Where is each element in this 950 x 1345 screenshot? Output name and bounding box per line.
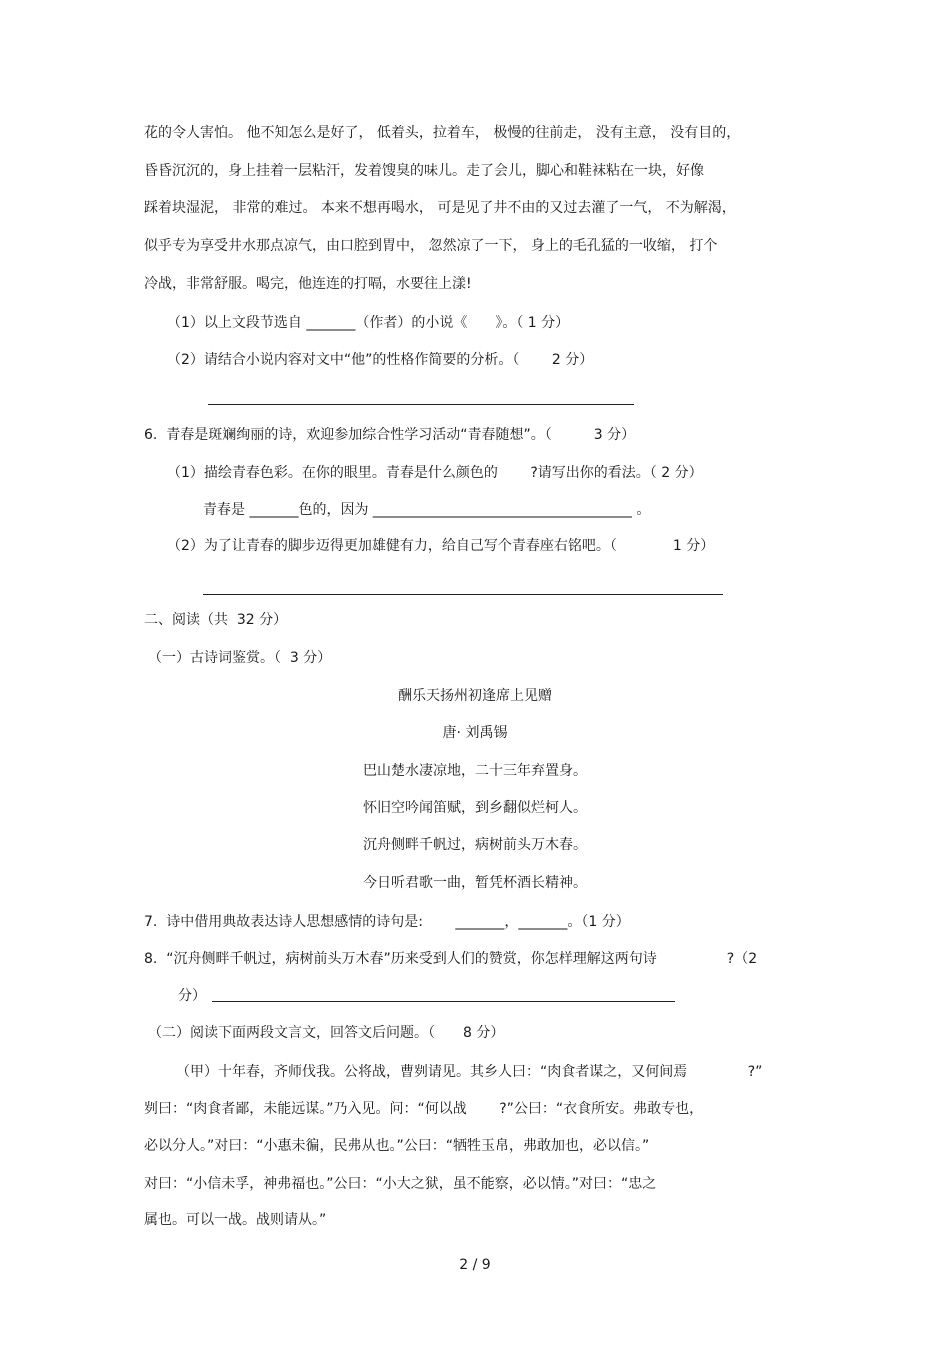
page-number: 2 / 9: [459, 1257, 491, 1273]
passage-line-4: 似乎专为享受井水那点凉气，由口腔到胃中， 忽然凉了一下， 身上的毛孔猛的一收缩， 打个: [144, 238, 718, 254]
classical-text-line-2: 刿曰：“肉食者鄙，未能远谋。”乃入见。问：“何以战 ?”公曰：“衣食所安。弗敢专也，: [144, 1101, 704, 1117]
poem-line: 今日听君歌一曲，暂凭杯酒长精神。: [363, 875, 587, 891]
passage-line-5: 冷战，非常舒服。喝完，他连连的打嗝，水要往上漾!: [144, 276, 472, 292]
question-6-stem: 6. 青春是斑斓绚丽的诗，欢迎参加综合性学习活动“青春随想”。（ 3 分）: [144, 427, 636, 443]
poem-line: 巴山楚水凄凉地，二十三年弃置身。: [363, 763, 587, 779]
answer-line-q5[interactable]: [208, 404, 634, 405]
question-6-part-2: （2）为了让青春的脚步迈得更加雄健有力，给自己写个青春座右铭吧。（ 1 分）: [167, 538, 715, 554]
passage-line-1: 花的令人害怕。 他不知怎么是好了， 低着头，拉着车， 极慢的往前走， 没有主意， 没有目的，: [144, 125, 741, 141]
classical-chinese-heading: （二）阅读下面两段文言文，回答文后问题。（ 8 分）: [148, 1025, 505, 1041]
poetry-appreciation-heading: （一）古诗词鉴赏。（ 3 分）: [148, 650, 332, 666]
poem-author: 唐· 刘禹锡: [442, 725, 508, 741]
poem-line: 沉舟侧畔千帆过，病树前头万木春。: [363, 837, 587, 853]
question-7: 7. 诗中借用典故表达诗人思想感情的诗句是: _______，_______。（1 分）: [144, 914, 630, 930]
answer-line-q8[interactable]: [212, 1001, 675, 1002]
question-8-line-2: 分）: [178, 988, 206, 1004]
question-8-line-1: 8. “沉舟侧畔千帆过，病树前头万木春”历来受到人们的赞赏，你怎样理解这两句诗 ?（2: [144, 951, 758, 967]
question-6-answer-1: 青春是 _______色的，因为 _____________________________________ 。: [203, 502, 651, 518]
poem-title: 酬乐天扬州初逢席上见赠: [398, 688, 552, 704]
classical-text-line-5: 属也。可以一战。战则请从。”: [144, 1212, 327, 1228]
classical-text-line-4: 对曰：“小信未孚，神弗福也。”公曰：“小大之狱，虽不能察，必以情。”对曰：“忠之: [144, 1176, 657, 1192]
classical-text-line-1: （甲）十年春，齐师伐我。公将战，曹刿请见。其乡人曰：“肉食者谋之，又何间焉 ?”: [176, 1064, 763, 1080]
passage-line-3: 踩着块湿泥， 非常的难过。 本来不想再喝水， 可是见了井不由的又过去灌了一气， 不为解渴，: [144, 200, 736, 216]
question-5-part-2: （2）请结合小说内容对文中“他”的性格作简要的分析。（ 2 分）: [167, 352, 594, 368]
poem-line: 怀旧空吟闻笛赋，到乡翻似烂柯人。: [363, 800, 587, 816]
section-2-heading: 二、阅读（共 32 分）: [144, 612, 288, 628]
passage-line-2: 昏昏沉沉的，身上挂着一层粘汗，发着馊臭的味儿。走了会儿，脚心和鞋袜粘在一块，好像: [144, 163, 704, 179]
classical-text-line-3: 必以分人。”对曰：“小惠未徧，民弗从也。”公曰：“牺牲玉帛，弗敢加也，必以信。”: [144, 1138, 650, 1154]
question-6-part-1: （1）描绘青春色彩。在你的眼里。青春是什么颜色的 ?请写出你的看法。（ 2 分）: [167, 465, 703, 481]
question-5-part-1: （1）以上文段节选自 _______（作者）的小说《 》。（ 1 分）: [167, 315, 570, 331]
answer-line-q6[interactable]: [203, 594, 723, 595]
